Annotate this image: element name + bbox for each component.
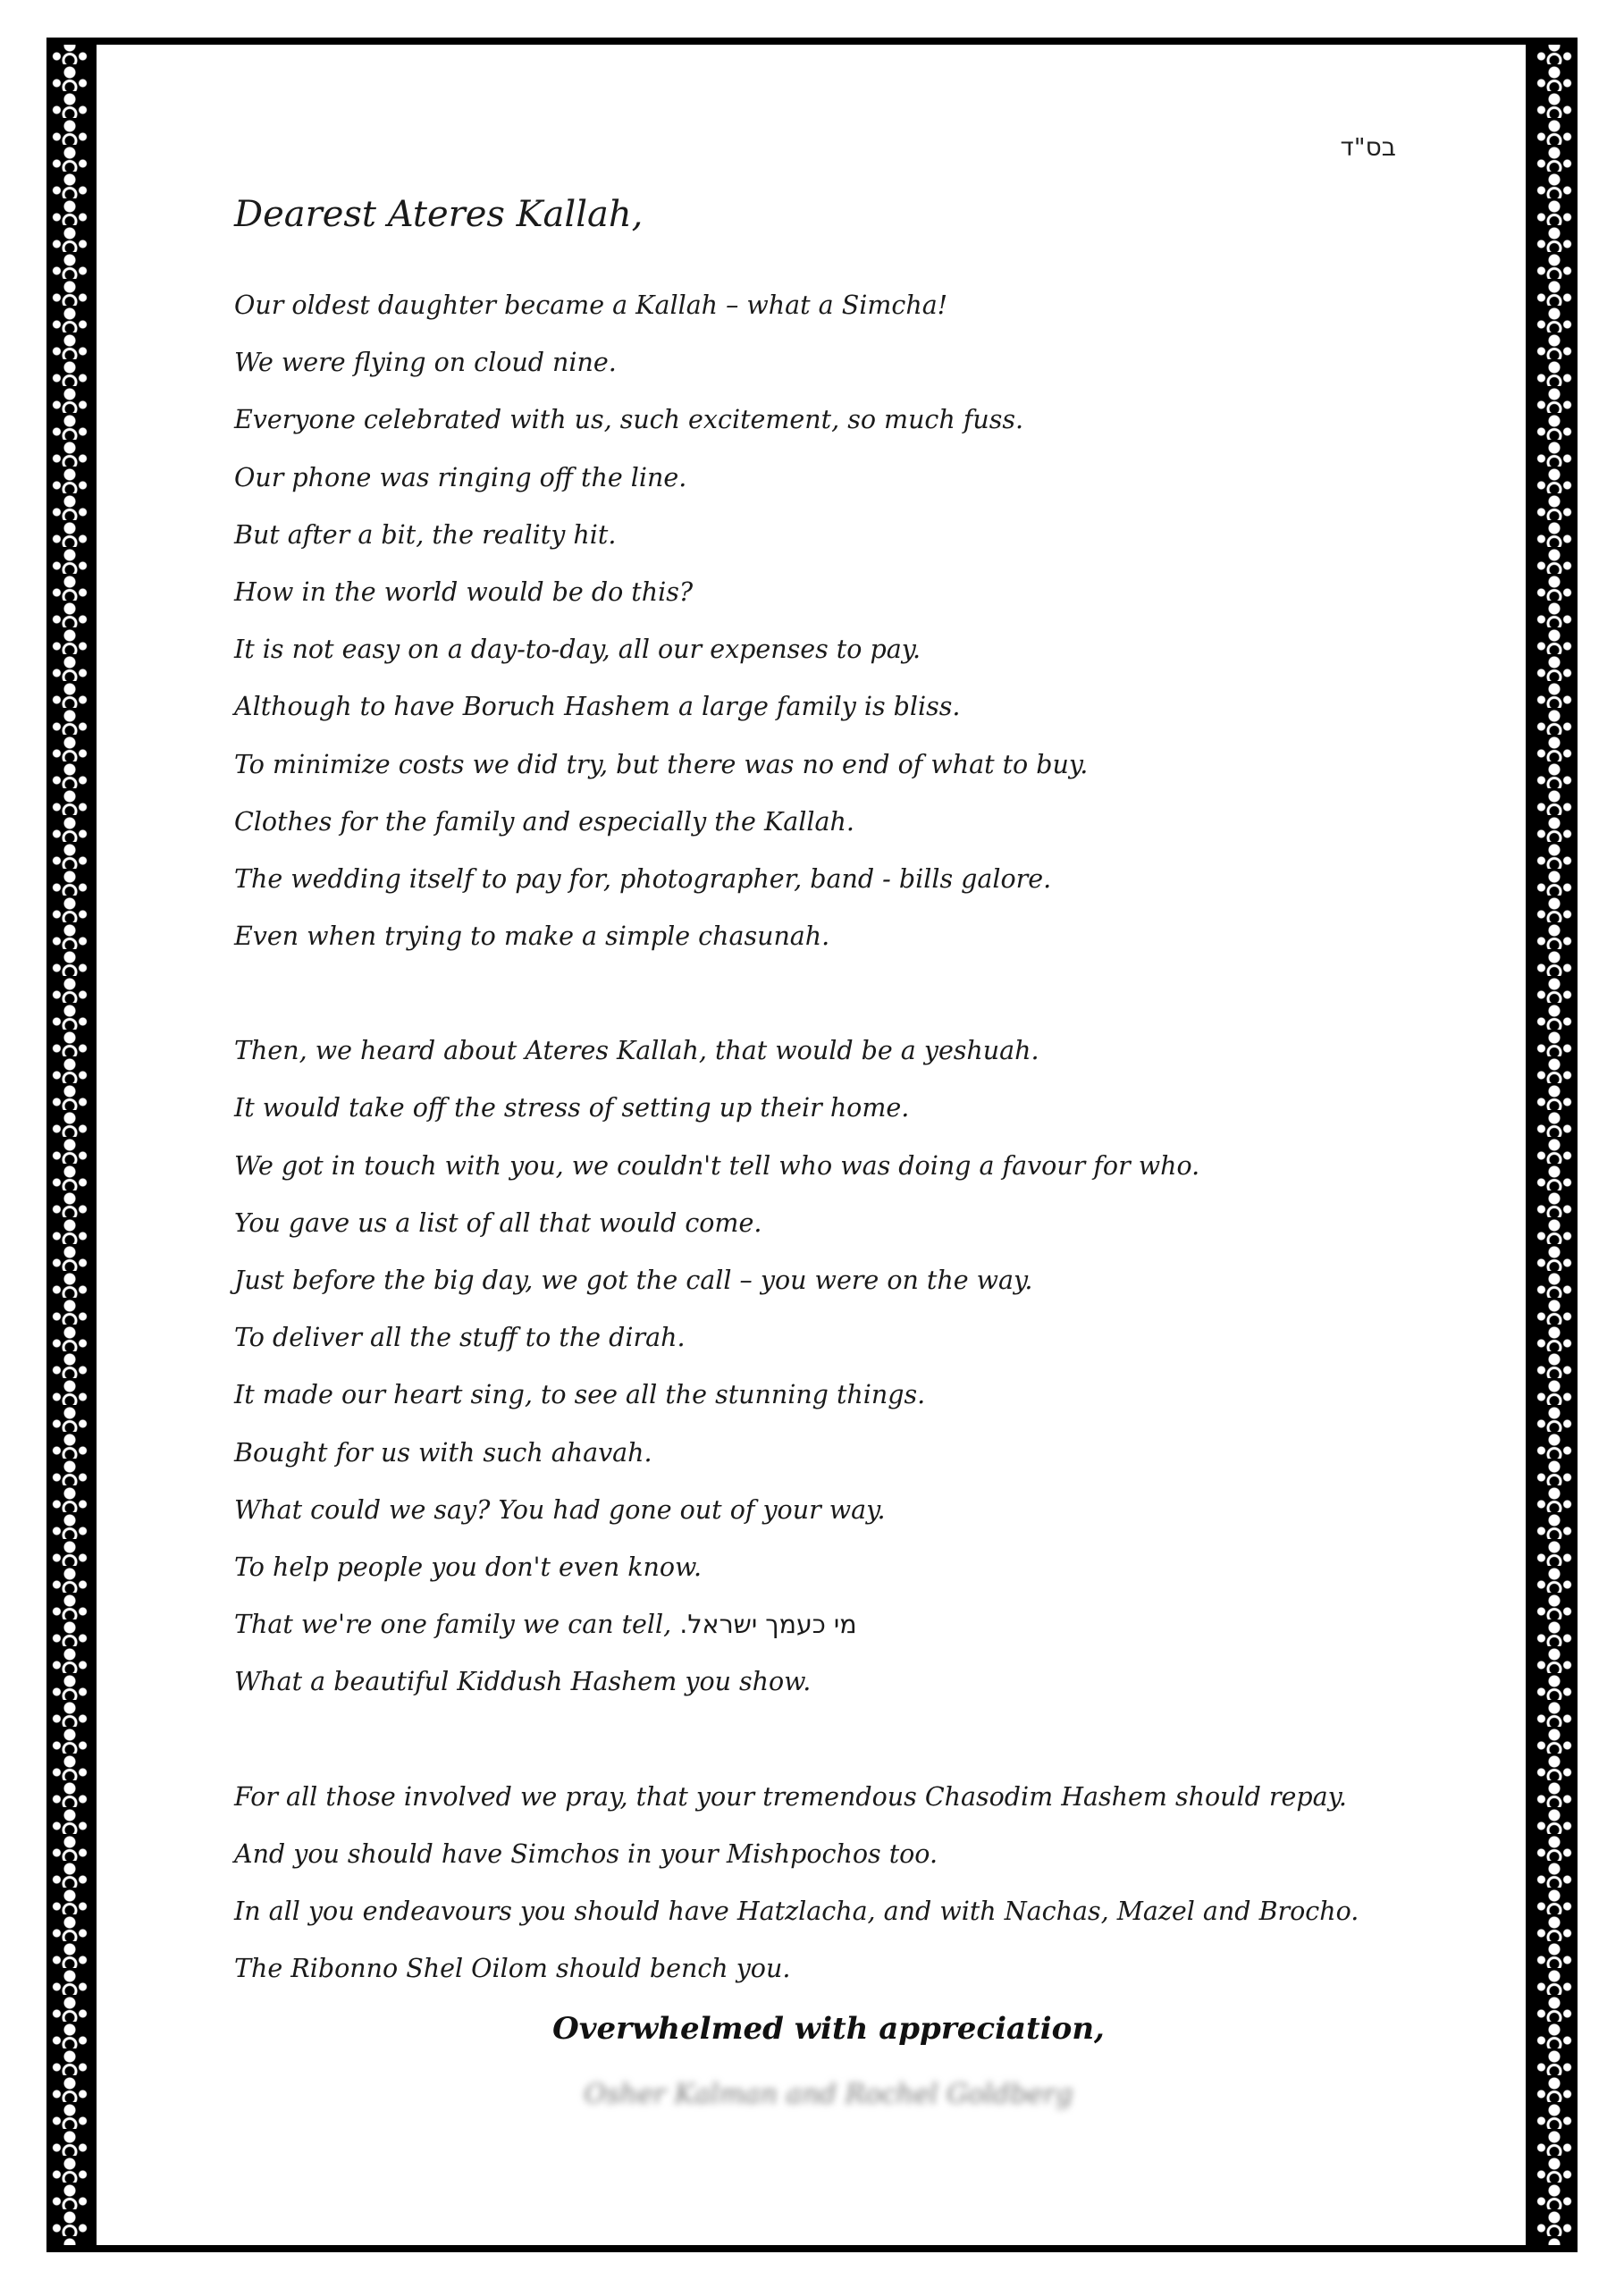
poem-line: For all those involved we pray, that your tremendous Chasodim Hashem should repay. (234, 1781, 1347, 1812)
hebrew-phrase: מי כעמך ישראל. (679, 1610, 857, 1640)
stanza-2 (234, 1022, 1423, 1711)
poem-line: To help people you don't even know. (234, 1552, 703, 1582)
poem-line: Bought for us with such ahavah. (234, 1437, 652, 1468)
left-ornamental-border (46, 38, 93, 2252)
poem-line: And you should have Simchos in your Mishpochos too. (234, 1838, 938, 1869)
stanza-1 (234, 277, 1423, 965)
frame-bottom-line (46, 2245, 1578, 2252)
bsd-header: בס"ד (1340, 132, 1396, 162)
poem-line: It would take off the stress of setting up their home. (234, 1093, 910, 1123)
poem-line: The wedding itself to pay for, photographer, band - bills galore. (234, 863, 1052, 894)
poem-line: You gave us a list of all that would come. (234, 1207, 762, 1238)
poem-line: What a beautiful Kiddush Hashem you show. (234, 1667, 812, 1697)
poem-line: Then, we heard about Ateres Kallah, that would be a yeshuah. (234, 1036, 1039, 1066)
poem-line: To minimize costs we did try, but there was no end of what to buy. (234, 749, 1089, 779)
frame-inner-right-line (1526, 38, 1533, 2252)
frame-top-line (46, 38, 1578, 45)
closing-line: Overwhelmed with appreciation, (552, 2011, 1105, 2047)
frame-inner-left-line (89, 38, 97, 2252)
right-ornamental-border (1531, 38, 1578, 2252)
letter-body (234, 189, 1423, 1998)
poem-line: To deliver all the stuff to the dirah. (234, 1323, 686, 1353)
poem-line: But after a bit, the reality hit. (234, 519, 617, 550)
poem-line: How in the world would be do this? (234, 576, 694, 607)
poem-line: It made our heart sing, to see all the stunning things. (234, 1380, 926, 1410)
stanza-3 (234, 1769, 1423, 1998)
poem-line: Although to have Boruch Hashem a large family is bliss. (234, 692, 961, 722)
poem-line: Our phone was ringing off the line. (234, 462, 687, 492)
poem-line: We got in touch with you, we couldn't tell who was doing a favour for who. (234, 1150, 1200, 1181)
poem-line: Everyone celebrated with us, such excitement, so much fuss. (234, 405, 1024, 435)
greeting: Dearest Ateres Kallah, (234, 194, 644, 235)
poem-line: The Ribonno Shel Oilom should bench you. (234, 1954, 791, 1984)
poem-line: Clothes for the family and especially the Kallah. (234, 806, 854, 837)
poem-line: It is not easy on a day-to-day, all our expenses to pay. (234, 635, 921, 665)
blurred-signature: Osher Kalman and Rochel Goldberg (584, 2079, 1073, 2110)
poem-line: We were flying on cloud nine. (234, 348, 617, 378)
poem-line: In all you endeavours you should have Hatzlacha, and with Nachas, Mazel and Brocho. (234, 1896, 1359, 1926)
poem-line-with-hebrew (234, 1596, 1423, 1653)
poem-line: What could we say? You had gone out of your way. (234, 1494, 886, 1525)
poem-line: Just before the big day, we got the call – you were on the way. (234, 1266, 1033, 1295)
poem-line-prefix: That we're one family we can tell, (234, 1610, 680, 1640)
poem-line: Our oldest daughter became a Kallah – what a Simcha! (234, 290, 948, 320)
poem-line: Even when trying to make a simple chasunah. (234, 921, 830, 952)
